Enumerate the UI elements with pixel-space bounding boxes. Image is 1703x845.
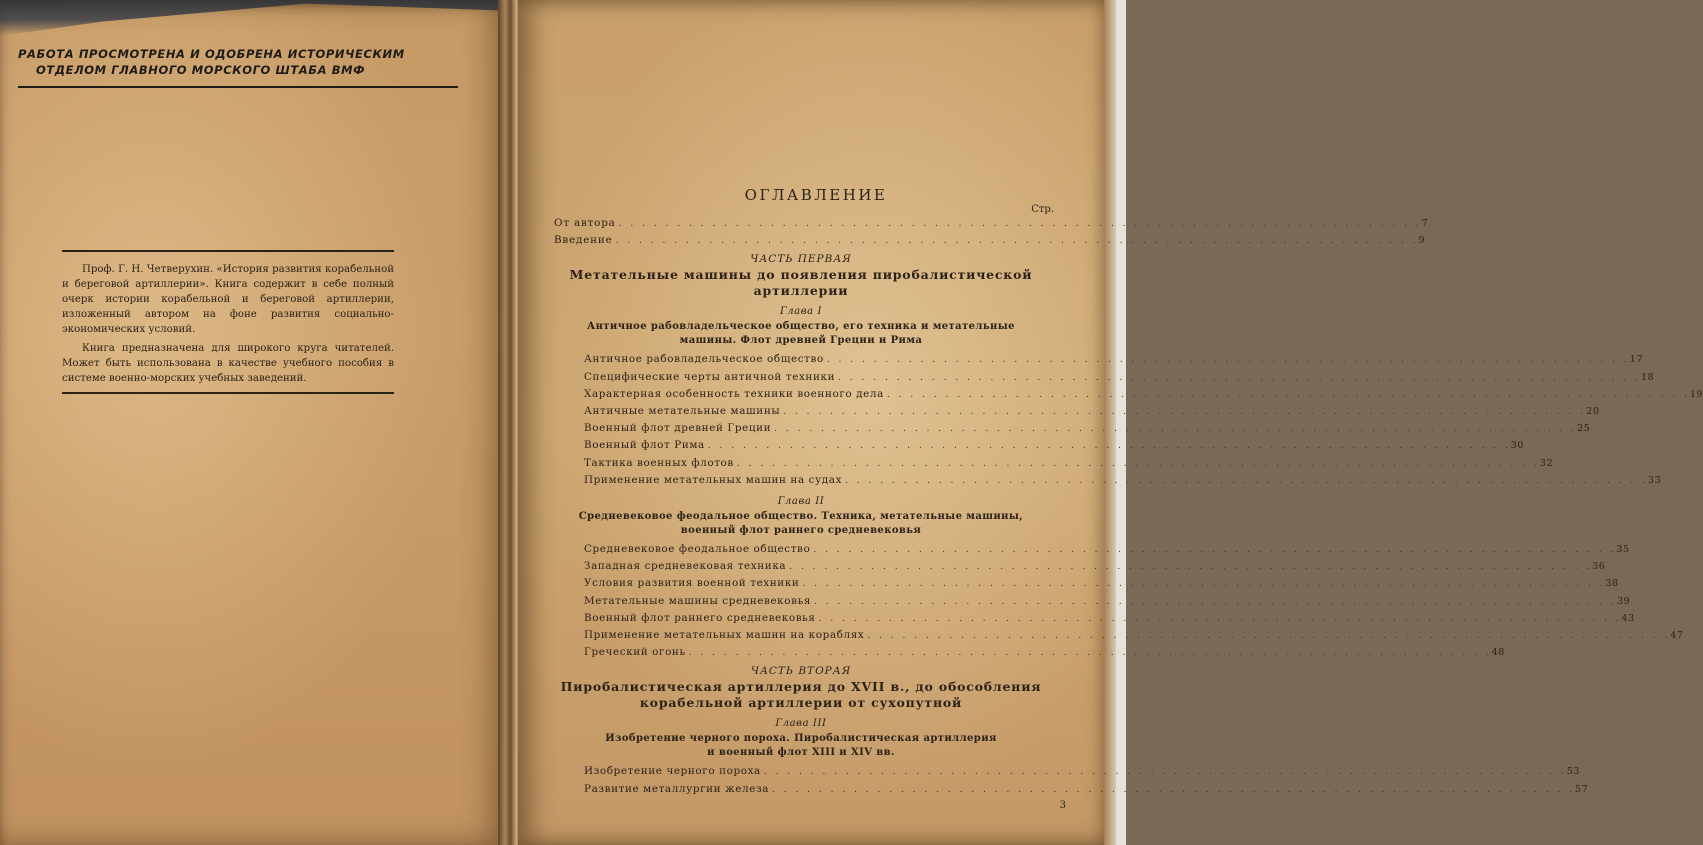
toc-entry-page: 36 — [1592, 561, 1606, 573]
toc-entry-title: Античные метательные машины — [584, 405, 781, 418]
toc-entry-page: 20 — [1586, 406, 1600, 418]
toc-entry-title: Средневековое феодальное общество — [584, 543, 811, 556]
chapter-label: Глава I — [779, 306, 823, 318]
toc-title: ОГЛАВЛЕНИЕ — [744, 186, 888, 204]
toc-entry-page: 18 — [1641, 371, 1655, 383]
toc-entry — [554, 472, 1662, 489]
toc-entry-page: 53 — [1566, 766, 1581, 778]
toc-entry — [554, 763, 1581, 780]
approval-notice-line: ОТДЕЛОМ ГЛАВНОГО МОРСКОГО ШТАБА ВМФ — [36, 63, 366, 77]
toc-entry-title: Греческий огонь — [584, 646, 686, 659]
toc-entry-title: Военный флот раннего средневековья — [584, 611, 816, 624]
toc-entry — [554, 232, 1426, 249]
toc-entry-title: Применение метательных машин на кораблях — [584, 629, 865, 642]
toc-entry-title: Применение метательных машин на судах — [584, 473, 843, 486]
toc-leader-dots: . . . . . . . . . . . . . . . . . . . . . . . . . . . . . . . . . . . . . . . . . . . . . . . . . . . . . . . . . . . . . . . . . . . . . — [783, 407, 1587, 418]
toc-entry — [554, 215, 1429, 232]
toc-entry-page: 7 — [1421, 218, 1429, 229]
toc-leader-dots: . . . . . . . . . . . . . . . . . . . . . . . . . . . . . . . . . . . . . . . . . . . . . . . . . . . . . . . . . . . . . . . . . . . . . — [736, 458, 1540, 469]
toc-entry — [554, 455, 1554, 472]
toc-entry-title: Военный флот древней Греции — [584, 422, 772, 435]
toc-leader-dots: . . . . . . . . . . . . . . . . . . . . . . . . . . . . . . . . . . . . . . . . . . . . . . . . . . . . . . . . . . . . . . . . . . . . . — [789, 562, 1593, 573]
toc-entry-title: Метательные машины средневековья — [584, 594, 811, 607]
toc-entry — [554, 627, 1684, 644]
cover-edge — [0, 0, 510, 36]
part-heading-line: корабельной артиллерии от сухопутной — [639, 695, 963, 711]
chapter-heading — [554, 320, 1048, 347]
toc-entry-page: 47 — [1670, 630, 1684, 642]
approval-notice-rule — [18, 86, 458, 88]
toc-entry-page: 17 — [1629, 354, 1644, 366]
toc-entry — [554, 403, 1600, 420]
toc-leader-dots: . . . . . . . . . . . . . . . . . . . . . . . . . . . . . . . . . . . . . . . . . . . . . . . . . . . . . . . . . . . . . . . . . . . . . — [763, 767, 1567, 778]
page-number: 3 — [1059, 800, 1066, 811]
toc-entry-page: 19 — [1689, 388, 1703, 400]
chapter-heading-line: Изобретение черного пороха. Пиробалистическая артиллерия — [605, 733, 997, 745]
toc-entry — [554, 351, 1644, 368]
book-summary — [62, 250, 394, 394]
toc-entry — [554, 541, 1630, 558]
chapter-label: Глава III — [775, 718, 827, 730]
part-heading — [554, 679, 1048, 711]
toc-entry — [554, 437, 1525, 454]
toc-entry-title: Тактика военных флотов — [584, 456, 734, 469]
toc-entry — [554, 781, 1589, 798]
toc-entry-page: 9 — [1418, 235, 1426, 247]
toc-entry-page: 25 — [1577, 423, 1591, 435]
chapter-heading-line: военный флот раннего средневековья — [680, 524, 922, 536]
toc-entry-title: Условия развития военной техники — [584, 577, 800, 590]
chapter-heading — [554, 510, 1048, 537]
chapter-heading-line: машины. Флот древней Греции и Рима — [679, 334, 923, 346]
toc-entry-title: Военный флот Рима — [584, 439, 705, 452]
approval-notice-line: РАБОТА ПРОСМОТРЕНА И ОДОБРЕНА ИСТОРИЧЕСКИМ — [18, 47, 405, 61]
toc-leader-dots: . . . . . . . . . . . . . . . . . . . . . . . . . . . . . . . . . . . . . . . . . . . . . . . . . . . . . . . . . . . . . . . . . . . . . — [618, 219, 1422, 229]
toc-entry-title: Введение — [554, 234, 613, 247]
part-heading-line: артиллерии — [753, 283, 849, 299]
approval-notice — [18, 46, 450, 88]
toc-entry — [554, 558, 1606, 575]
toc-entry-title: Западная средневековая техника — [584, 560, 787, 573]
toc-entry-page: 57 — [1574, 783, 1589, 795]
toc-body — [554, 215, 1703, 798]
toc-entry-page: 43 — [1621, 612, 1635, 624]
toc-entry-title: Изобретение черного пороха — [584, 765, 761, 778]
toc-entry-page: 38 — [1605, 578, 1619, 590]
chapter-label: Глава II — [777, 496, 825, 508]
toc-entry-page: 32 — [1539, 457, 1554, 469]
part-heading — [554, 267, 1048, 299]
chapter-heading-line: и военный флот XIII и XIV вв. — [707, 746, 895, 758]
chapter-heading — [554, 732, 1048, 759]
chapter-heading-line: Античное рабовладельческое общество, его техника и метательные — [587, 321, 1015, 333]
toc-leader-dots: . . . . . . . . . . . . . . . . . . . . . . . . . . . . . . . . . . . . . . . . . . . . . . . . . . . . . . . . . . . . . . . . . . . . . — [772, 784, 1575, 795]
toc-leader-dots: . . . . . . . . . . . . . . . . . . . . . . . . . . . . . . . . . . . . . . . . . . . . . . . . . . . . . . . . . . . . . . . . . . . . . — [826, 355, 1630, 366]
toc-entry — [554, 420, 1591, 437]
toc-leader-dots: . . . . . . . . . . . . . . . . . . . . . . . . . . . . . . . . . . . . . . . . . . . . . . . . . . . . . . . . . . . . . . . . . . . . . — [707, 441, 1511, 452]
toc-entry-title: Античное рабовладельческое общество — [584, 353, 824, 366]
summary-bottom-rule — [62, 392, 394, 394]
part-heading-line: Метательные машины до появления пиробалистической — [569, 267, 1033, 283]
toc-leader-dots: . . . . . . . . . . . . . . . . . . . . . . . . . . . . . . . . . . . . . . . . . . . . . . . . . . . . . . . . . . . . . . . . . . . . . — [818, 613, 1622, 624]
toc-leader-dots: . . . . . . . . . . . . . . . . . . . . . . . . . . . . . . . . . . . . . . . . . . . . . . . . . . . . . . . . . . . . . . . . . . . . . — [615, 236, 1419, 247]
toc-leader-dots: . . . . . . . . . . . . . . . . . . . . . . . . . . . . . . . . . . . . . . . . . . . . . . . . . . . . . . . . . . . . . . . . . . . . . — [813, 545, 1617, 556]
summary-paragraph: Проф. Г. Н. Четверухин. «История развития корабельной и береговой артиллерии». Книга содержит в себе полный очерк истории корабельной и береговой артиллерии, изложенный автором на фоне развития социально-экономических условий. — [62, 264, 394, 335]
toc-leader-dots: . . . . . . . . . . . . . . . . . . . . . . . . . . . . . . . . . . . . . . . . . . . . . . . . . . . . . . . . . . . . . . . . . . . . . — [867, 631, 1671, 642]
toc-leader-dots: . . . . . . . . . . . . . . . . . . . . . . . . . . . . . . . . . . . . . . . . . . . . . . . . . . . . . . . . . . . . . . . . . . . . . — [886, 389, 1690, 400]
toc-leader-dots: . . . . . . . . . . . . . . . . . . . . . . . . . . . . . . . . . . . . . . . . . . . . . . . . . . . . . . . . . . . . . . . . . . . . . — [814, 596, 1617, 607]
toc-entry-title: Развитие металлургии железа — [584, 782, 770, 795]
toc-entry — [554, 386, 1703, 403]
toc-entry-page: 48 — [1491, 647, 1505, 659]
toc-entry-title: Специфические черты античной техники — [584, 370, 836, 383]
toc-entry-title: Характерная особенность техники военного дела — [584, 387, 884, 400]
toc-entry-page: 33 — [1647, 474, 1662, 486]
part-heading-line: Пиробалистическая артиллерия до XVII в., до обособления — [560, 679, 1042, 695]
summary-top-rule — [62, 250, 394, 252]
table-of-contents — [554, 186, 1703, 798]
page-column-label: Стр. — [1031, 204, 1054, 215]
toc-leader-dots: . . . . . . . . . . . . . . . . . . . . . . . . . . . . . . . . . . . . . . . . . . . . . . . . . . . . . . . . . . . . . . . . . . . . . — [774, 424, 1578, 435]
toc-entry — [554, 369, 1655, 386]
chapter-heading-line: Средневековое феодальное общество. Техника, метательные машины, — [578, 511, 1024, 523]
left-page — [0, 0, 510, 845]
toc-entry — [554, 610, 1635, 627]
toc-leader-dots: . . . . . . . . . . . . . . . . . . . . . . . . . . . . . . . . . . . . . . . . . . . . . . . . . . . . . . . . . . . . . . . . . . . . . — [838, 372, 1642, 383]
toc-entry — [554, 593, 1631, 610]
toc-entry-title: От автора — [554, 217, 616, 229]
toc-entry-page: 30 — [1510, 440, 1525, 452]
part-label: ЧАСТЬ ПЕРВАЯ — [750, 253, 852, 266]
part-label: ЧАСТЬ ВТОРАЯ — [750, 665, 852, 678]
right-page — [518, 0, 1703, 845]
summary-paragraph: Книга предназначена для широкого круга читателей. Может быть использована в качестве учебного пособия в системе военно-морских учебных заведений. — [62, 343, 394, 384]
toc-leader-dots: . . . . . . . . . . . . . . . . . . . . . . . . . . . . . . . . . . . . . . . . . . . . . . . . . . . . . . . . . . . . . . . . . . . . . — [845, 475, 1648, 486]
toc-leader-dots: . . . . . . . . . . . . . . . . . . . . . . . . . . . . . . . . . . . . . . . . . . . . . . . . . . . . . . . . . . . . . . . . . . . . . — [802, 579, 1606, 590]
toc-entry-page: 35 — [1616, 544, 1630, 556]
toc-entry-page: 39 — [1616, 595, 1631, 607]
toc-entry — [554, 575, 1619, 592]
toc-entry — [554, 644, 1505, 661]
toc-leader-dots: . . . . . . . . . . . . . . . . . . . . . . . . . . . . . . . . . . . . . . . . . . . . . . . . . . . . . . . . . . . . . . . . . . . . . — [688, 648, 1492, 659]
